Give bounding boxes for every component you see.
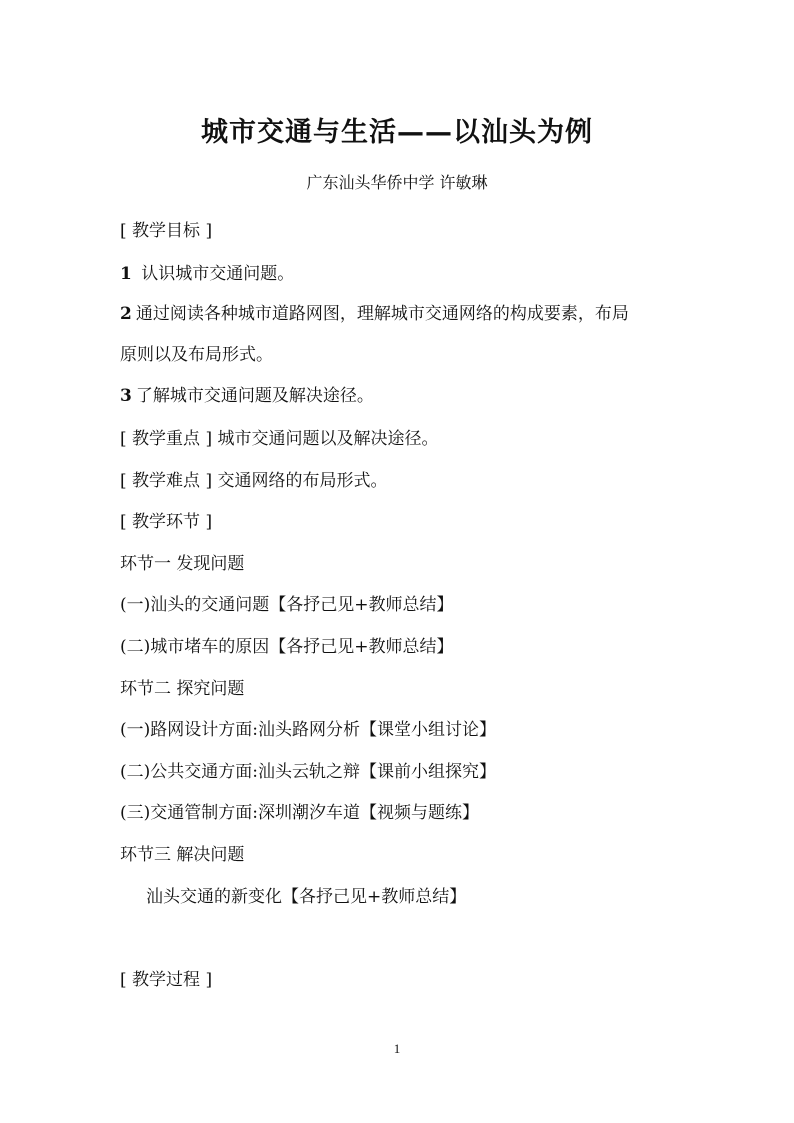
step1-item-1: (一)汕头的交通问题【各抒己见+教师总结】: [120, 595, 454, 615]
step1-title: 环节一 发现问题: [120, 554, 245, 574]
objective-number: 1: [120, 264, 132, 284]
page-number: 1: [393, 1041, 401, 1056]
objective-item-2-continued: [120, 343, 273, 367]
author-line: 广东汕头华侨中学 许敏琳: [306, 173, 488, 192]
objective-item-1: [120, 262, 294, 286]
process-header: [ 教学过程 ]: [120, 970, 213, 990]
step2-item-1: (一)路网设计方面:汕头路网分析【课堂小组讨论】: [120, 720, 496, 740]
key-point: [ 教学重点 ] 城市交通问题以及解决途径。: [120, 429, 439, 449]
step2-item-2: (二)公共交通方面:汕头云轨之辩【课前小组探究】: [120, 762, 496, 782]
step3-item: 汕头交通的新变化【各抒己见+教师总结】: [146, 887, 467, 907]
step2-item-3: (三)交通管制方面:深圳潮汐车道【视频与题练】: [120, 803, 479, 823]
objective-text: 通过阅读各种城市道路网图，理解城市交通网络的构成要素，布局: [135, 304, 629, 324]
objectives-header: [ 教学目标 ]: [120, 221, 213, 241]
difficult-point: [ 教学难点 ] 交通网络的布局形式。: [120, 471, 388, 491]
steps-header: [ 教学环节 ]: [120, 512, 213, 532]
step2-title: 环节二 探究问题: [120, 679, 245, 699]
objective-item-3: [120, 384, 374, 408]
step1-item-2: (二)城市堵车的原因【各抒己见+教师总结】: [120, 637, 454, 657]
objective-text: 认识城市交通问题。: [135, 264, 295, 284]
objective-number: 3: [120, 386, 132, 406]
objective-item-2: [120, 302, 629, 326]
document-title: 城市交通与生活——以汕头为例: [201, 117, 593, 148]
objective-number: 2: [120, 304, 132, 324]
objective-text: 了解城市交通问题及解决途径。: [135, 386, 374, 406]
step3-title: 环节三 解决问题: [120, 845, 245, 865]
objective-text: 原则以及布局形式。: [120, 345, 273, 365]
